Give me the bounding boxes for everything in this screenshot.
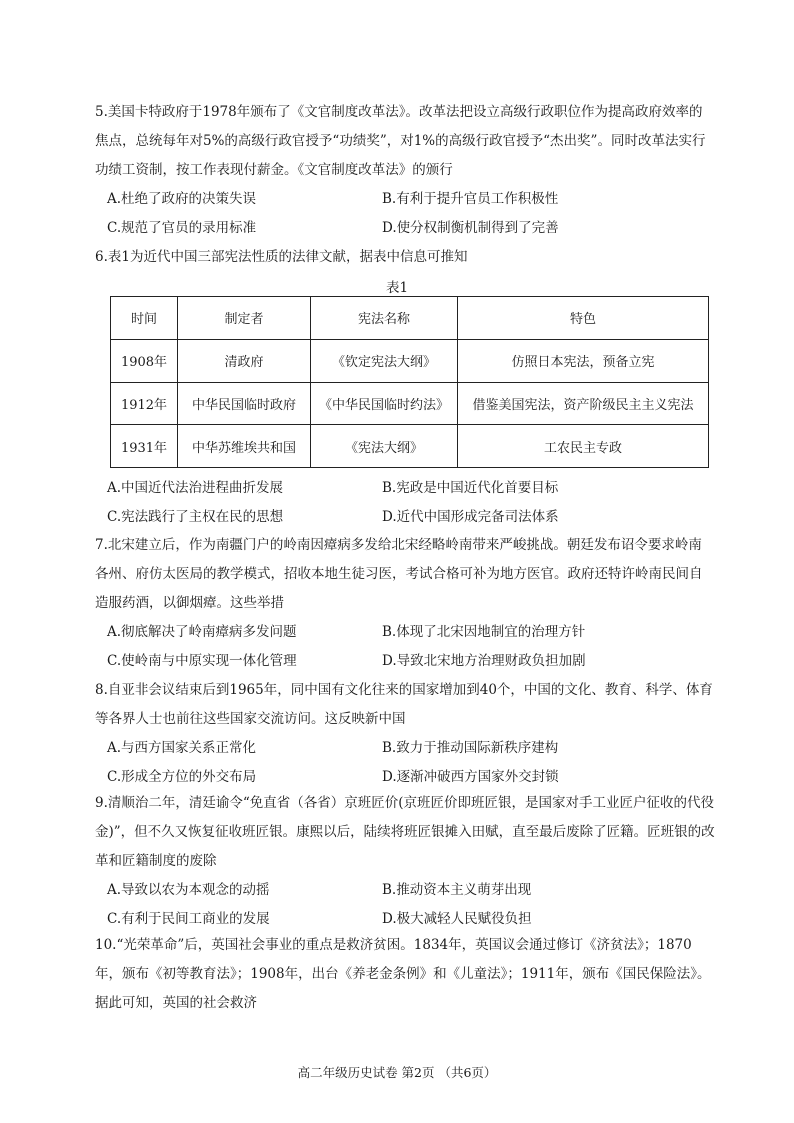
question-9-stem: 9.清顺治二年，清廷谕令“免直省（各省）京班匠价(京班匠价即班匠银，是国家对手工业匠户征收的代役金)”，但不久又恢复征收班匠银。康熙以后，陆续将班匠银摊入田赋，直至最后废除了匠籍。匠班银的改革和匠籍制度的废除	[95, 795, 715, 869]
table-cell: 《钦定宪法大纲》	[311, 339, 458, 382]
question-5-options-row-2	[95, 214, 715, 243]
question-7-option-d[interactable]: D.导致北宋地方治理财政负担加剧	[382, 653, 586, 669]
table-cell: 《中华民国临时约法》	[311, 382, 458, 425]
question-8-options-row-2	[95, 763, 715, 792]
table-cell: 1912年	[111, 382, 178, 425]
question-5-option-d[interactable]: D.使分权制衡机制得到了完善	[382, 220, 559, 236]
question-8-option-a[interactable]: A.与西方国家关系正常化	[107, 740, 257, 756]
question-6-options-row-2	[95, 503, 715, 532]
question-6-option-a[interactable]: A.中国近代法治进程曲折发展	[107, 480, 284, 496]
question-5-option-c[interactable]: C.规范了官员的录用标准	[107, 220, 257, 236]
question-6-stem: 6.表1为近代中国三部宪法性质的法律文献，据表中信息可推知	[95, 249, 468, 265]
table-cell: 清政府	[178, 339, 311, 382]
question-7-option-b[interactable]: B.体现了北宋因地制宜的治理方针	[382, 624, 586, 640]
question-6-options	[95, 474, 715, 532]
table-row	[111, 339, 709, 382]
question-9	[95, 789, 715, 934]
question-8-option-c[interactable]: C.形成全方位的外交布局	[107, 769, 257, 785]
question-9-option-b[interactable]: B.推动资本主义萌芽出现	[382, 882, 532, 898]
question-9-option-d[interactable]: D.极大减轻人民赋役负担	[382, 911, 532, 927]
table-cell: 借鉴美国宪法，资产阶级民主主义宪法	[458, 382, 709, 425]
question-5-stem: 5.美国卡特政府于1978年颁布了《文官制度改革法》。改革法把设立高级行政职位作为提高政府效率的焦点，总统每年对5%的高级行政官授予“功绩奖”，对1%的高级行政官授予“杰出奖”。同时改革法实行功绩工资制，按工作表现付薪金。《文官制度改革法》的颁行	[95, 104, 706, 178]
table-header-cell: 特色	[458, 297, 709, 340]
table-cell: 1931年	[111, 425, 178, 468]
table-cell: 中华苏维埃共和国	[178, 425, 311, 468]
question-8-option-b[interactable]: B.致力于推动国际新秩序建构	[382, 740, 559, 756]
constitution-table	[110, 296, 709, 468]
question-9-option-c[interactable]: C.有利于民间工商业的发展	[107, 911, 270, 927]
question-8	[95, 676, 715, 792]
question-10	[95, 931, 715, 1018]
question-7	[95, 531, 715, 676]
question-6-option-d[interactable]: D.近代中国形成完备司法体系	[382, 509, 559, 525]
table-header-cell: 制定者	[178, 297, 311, 340]
table-row	[111, 425, 709, 468]
table-cell: 工农民主专政	[458, 425, 709, 468]
table-cell: 仿照日本宪法，预备立宪	[458, 339, 709, 382]
table-row	[111, 382, 709, 425]
question-7-option-c[interactable]: C.使岭南与中原实现一体化管理	[107, 653, 297, 669]
table-caption: 表1	[385, 280, 409, 296]
question-7-options-row-2	[95, 647, 715, 676]
question-6	[95, 243, 715, 272]
question-6-options-row-1	[95, 474, 715, 503]
question-6-option-b[interactable]: B.宪政是中国近代化首要目标	[382, 480, 559, 496]
question-8-option-d[interactable]: D.逐渐冲破西方国家外交封锁	[382, 769, 559, 785]
table-header-cell: 时间	[111, 297, 178, 340]
question-5-option-b[interactable]: B.有利于提升官员工作积极性	[382, 191, 559, 207]
question-10-stem: 10.“光荣革命”后，英国社会事业的重点是救济贫困。1834年，英国议会通过修订《济贫法》；1870年，颁布《初等教育法》；1908年，出台《养老金条例》和《儿童法》；1911年，颁布《国民保险法》。据此可知，英国的社会救济	[95, 937, 711, 1011]
question-7-option-a[interactable]: A.彻底解决了岭南瘴病多发问题	[107, 624, 297, 640]
table-header-row	[111, 297, 709, 340]
table-cell: 《宪法大纲》	[311, 425, 458, 468]
question-6-option-c[interactable]: C.宪法践行了主权在民的思想	[107, 509, 284, 525]
question-5-option-a[interactable]: A.杜绝了政府的决策失误	[107, 191, 257, 207]
table-cell: 1908年	[111, 339, 178, 382]
table-header-cell: 宪法名称	[311, 297, 458, 340]
question-7-options-row-1	[95, 618, 715, 647]
question-8-stem: 8.自亚非会议结束后到1965年，同中国有文化往来的国家增加到40个，中国的文化、教育、科学、体育等各界人士也前往这些国家交流访问。这反映新中国	[95, 682, 713, 727]
question-8-options-row-1	[95, 734, 715, 763]
question-5	[95, 98, 715, 243]
question-7-stem: 7.北宋建立后，作为南疆门户的岭南因瘴病多发给北宋经略岭南带来严峻挑战。朝廷发布诏令要求岭南各州、府仿太医局的教学模式，招收本地生徒习医，考试合格可补为地方医官。政府还特许岭南民间自造服药酒，以御烟瘴。这些举措	[95, 537, 703, 611]
question-5-options-row-1	[95, 185, 715, 214]
page-footer: 高二年级历史试卷 第2页 （共6页）	[297, 1065, 497, 1080]
question-9-options-row-1	[95, 876, 715, 905]
table-cell: 中华民国临时政府	[178, 382, 311, 425]
question-9-options-row-2	[95, 905, 715, 934]
question-9-option-a[interactable]: A.导致以农为本观念的动摇	[107, 882, 270, 898]
